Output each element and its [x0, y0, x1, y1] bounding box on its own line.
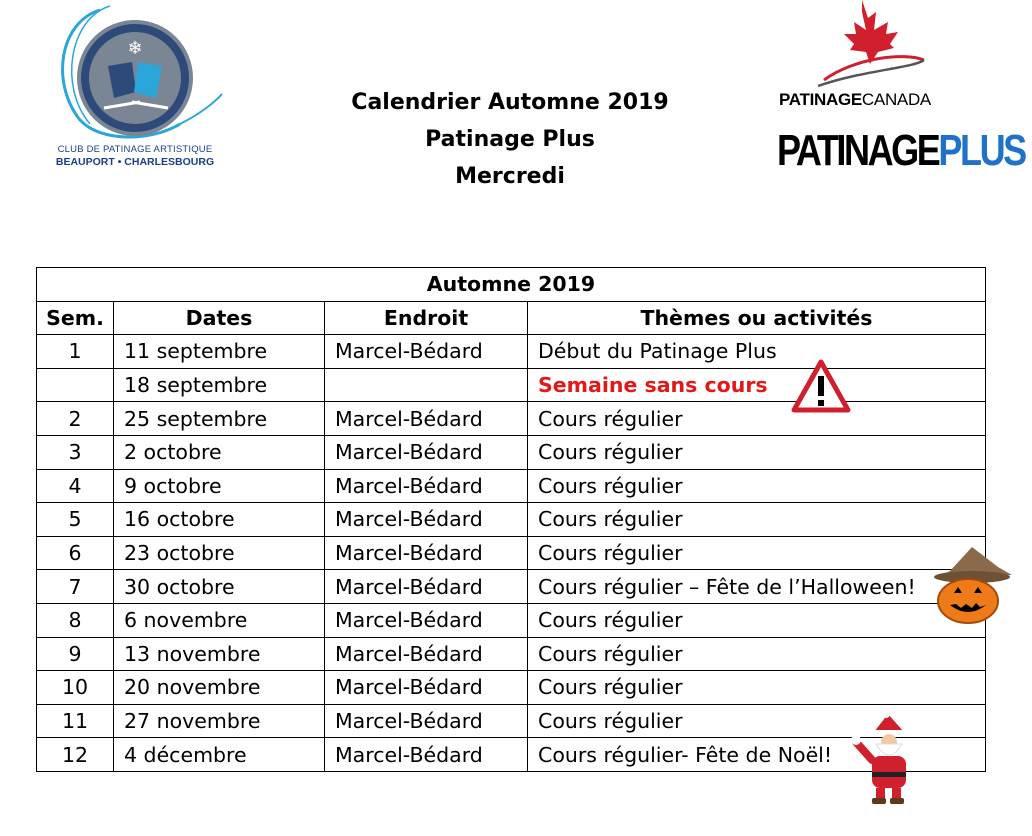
cell-theme: Cours régulier [528, 435, 986, 469]
cell-date: 13 novembre [114, 637, 325, 671]
cell-theme: Cours régulier [528, 671, 986, 705]
cell-sem: 4 [37, 469, 114, 503]
santa-icon [850, 710, 934, 806]
cell-sem: 7 [37, 570, 114, 604]
wordmark-canada: CANADA [861, 90, 931, 109]
svg-text:❄: ❄ [127, 38, 143, 59]
cell-date: 30 octobre [114, 570, 325, 604]
title-line3: Mercredi [455, 164, 565, 189]
table-row [37, 671, 986, 705]
cell-place: Marcel-Bédard [325, 503, 528, 537]
title-line2: Patinage Plus [425, 127, 595, 152]
cell-theme: Cours régulier- Fête de Noël! [528, 738, 986, 772]
patinage-canada-wordmark [779, 90, 931, 110]
cell-place: Marcel-Bédard [325, 402, 528, 436]
table-row [37, 469, 986, 503]
table-row [37, 503, 986, 537]
cell-place: Marcel-Bédard [325, 637, 528, 671]
cell-date: 23 octobre [114, 536, 325, 570]
cell-sem: 10 [37, 671, 114, 705]
cell-theme: Cours régulier [528, 469, 986, 503]
cell-theme: Cours régulier – Fête de l’Halloween! [528, 570, 986, 604]
cell-sem: 12 [37, 738, 114, 772]
cell-place: Marcel-Bédard [325, 738, 528, 772]
club-name-line1: CLUB DE PATINAGE ARTISTIQUE [57, 144, 213, 155]
schedule-table [36, 267, 986, 772]
page-title [300, 84, 720, 195]
cell-theme: Cours régulier [528, 536, 986, 570]
cell-place: Marcel-Bédard [325, 335, 528, 369]
header-sem: Sem. [37, 301, 114, 335]
cell-sem: 3 [37, 435, 114, 469]
cell-sem: 11 [37, 704, 114, 738]
table-caption: Automne 2019 [37, 268, 986, 302]
cell-place: Marcel-Bédard [325, 536, 528, 570]
club-name-line2: BEAUPORT • CHARLESBOURG [55, 156, 215, 168]
table-caption-row [37, 268, 986, 302]
cell-date: 2 octobre [114, 435, 325, 469]
cell-theme: Cours régulier [528, 704, 986, 738]
cell-theme: Cours régulier [528, 402, 986, 436]
patinage-canada-logo [774, 0, 1025, 180]
cell-sem [37, 368, 114, 402]
cell-place: Marcel-Bédard [325, 469, 528, 503]
cell-sem: 5 [37, 503, 114, 537]
cell-sem: 9 [37, 637, 114, 671]
wordmark-patinage-bold: PATINAGE [777, 126, 939, 175]
cell-date: 27 novembre [114, 704, 325, 738]
cell-date: 18 septembre [114, 368, 325, 402]
title-line1: Calendrier Automne 2019 [351, 90, 669, 115]
cell-date: 20 novembre [114, 671, 325, 705]
header-dates: Dates [114, 301, 325, 335]
table-row [37, 570, 986, 604]
cell-sem: 6 [37, 536, 114, 570]
cell-place [325, 368, 528, 402]
cell-date: 4 décembre [114, 738, 325, 772]
pumpkin-icon [932, 545, 1018, 625]
club-logo [40, 2, 230, 174]
cell-date: 11 septembre [114, 335, 325, 369]
wordmark-patinage: PATINAGE [779, 90, 862, 109]
cell-sem: 8 [37, 603, 114, 637]
warning-icon [790, 358, 852, 416]
table-row [37, 435, 986, 469]
table-header-row [37, 301, 986, 335]
table-row [37, 738, 986, 772]
cell-date: 16 octobre [114, 503, 325, 537]
cell-theme: Semaine sans cours [528, 368, 986, 402]
wordmark-plus: PLUS [938, 126, 1025, 175]
cell-place: Marcel-Bédard [325, 570, 528, 604]
header-endroit: Endroit [325, 301, 528, 335]
cell-sem: 2 [37, 402, 114, 436]
patinage-plus-wordmark [777, 126, 1025, 176]
maple-leaf-icon [774, 0, 974, 90]
skates-emblem-icon [40, 2, 230, 144]
table-row [37, 603, 986, 637]
header-themes: Thèmes ou activités [528, 301, 986, 335]
cell-place: Marcel-Bédard [325, 671, 528, 705]
table-row [37, 637, 986, 671]
cell-sem: 1 [37, 335, 114, 369]
table-row [37, 704, 986, 738]
cell-theme: Début du Patinage Plus [528, 335, 986, 369]
cell-date: 25 septembre [114, 402, 325, 436]
cell-place: Marcel-Bédard [325, 603, 528, 637]
table-row [37, 536, 986, 570]
cell-place: Marcel-Bédard [325, 435, 528, 469]
cell-date: 6 novembre [114, 603, 325, 637]
cell-theme: Cours régulier [528, 637, 986, 671]
cell-place: Marcel-Bédard [325, 704, 528, 738]
cell-theme: Cours régulier [528, 503, 986, 537]
cell-theme: Cours régulier [528, 603, 986, 637]
cell-date: 9 octobre [114, 469, 325, 503]
